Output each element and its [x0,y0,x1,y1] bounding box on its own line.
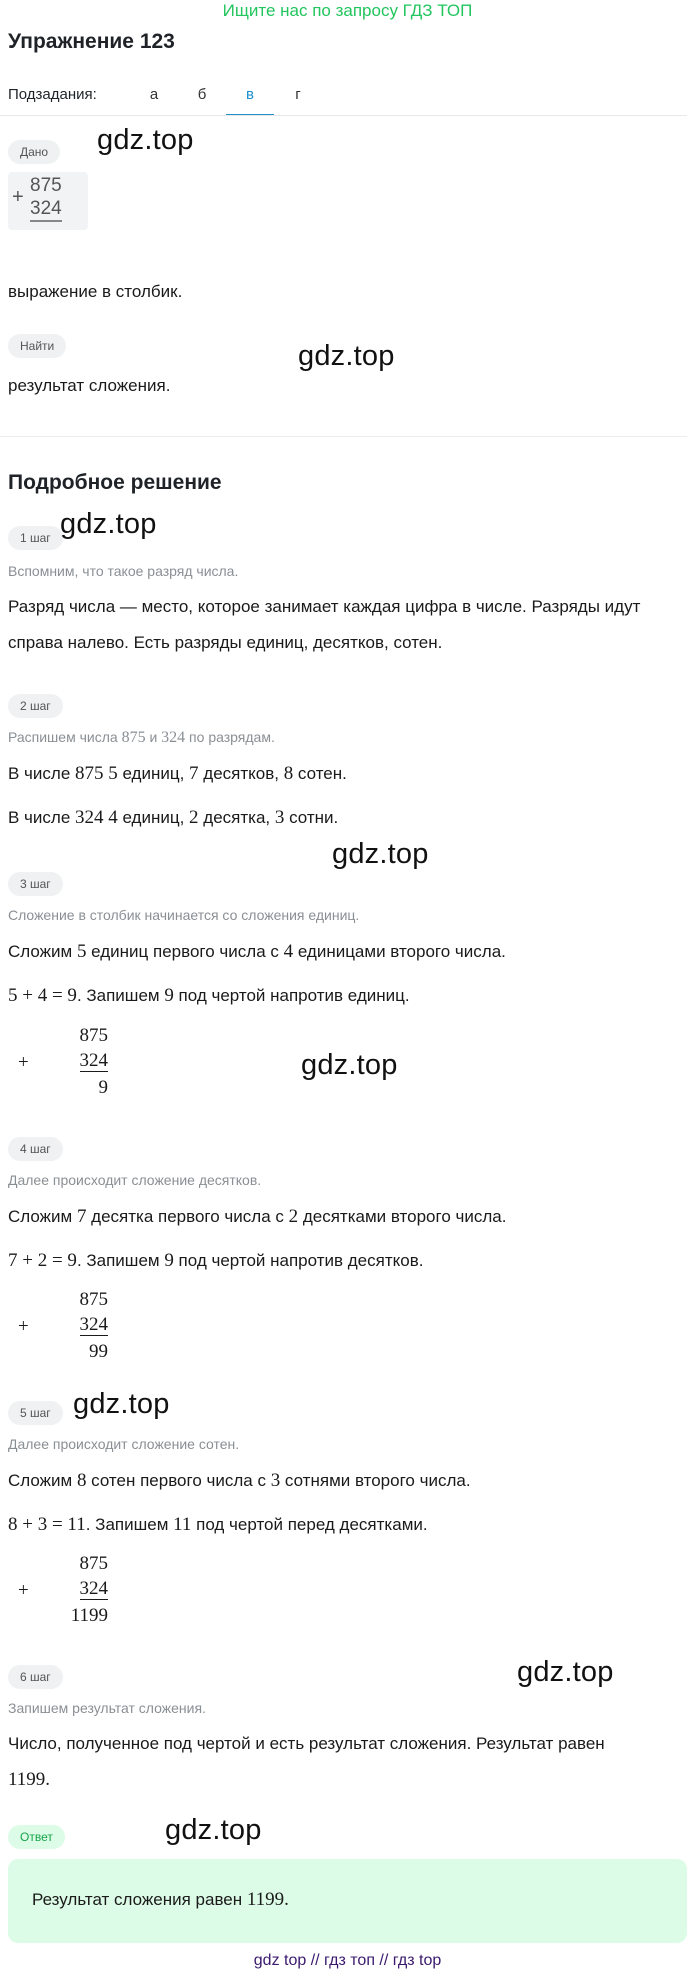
step-2-hint: Распишем числа 875 и 324 по разрядам. [8,729,275,746]
footer-links: gdz top // гдз топ // гдз top [253,1952,442,1969]
given-chip: Дано [8,140,60,164]
watermark: gdz.top [332,838,429,870]
step-6-line-1: Число, полученное под чертой и есть результат сложения. Результат равен [8,1734,605,1753]
solution-title: Подробное решение [8,471,222,494]
tab-v[interactable]: в [226,76,274,116]
step-3-sentence: Сложим 5 единиц первого числа с 4 единицами второго числа. [8,941,506,962]
step-4-sentence: Сложим 7 десятка первого числа с 2 десятками второго числа. [8,1206,507,1227]
watermark: gdz.top [60,508,157,540]
step-4-hint: Далее происходит сложение десятков. [8,1172,262,1188]
answer-chip: Ответ [8,1825,65,1849]
watermark: gdz.top [301,1049,398,1081]
step-5-hint: Далее происходит сложение сотен. [8,1436,240,1452]
watermark: gdz.top [73,1388,170,1420]
step-1-chip: 1 шаг [8,526,63,550]
subtask-tabs [130,76,322,116]
step-2-line-1: В числе 875 5 единиц, 7 десятков, 8 сотен. [8,763,347,784]
page-title: Упражнение 123 [8,30,175,53]
watermark: gdz.top [165,1814,262,1846]
watermark: gdz.top [97,124,194,156]
tabs-divider [0,115,687,116]
watermark: gdz.top [517,1656,614,1688]
tab-g[interactable]: г [295,86,301,103]
tab-b[interactable]: б [197,86,207,103]
step-3-hint: Сложение в столбик начинается со сложения единиц. [8,907,360,923]
step-3-equation: 5 + 4 = 9. Запишем 9 под чертой напротив единиц. [8,985,410,1006]
answer-text: Результат сложения равен 1199. [32,1889,289,1910]
step-6-hint: Запишем результат сложения. [8,1700,206,1716]
given-top-number: 875 [30,175,62,196]
step-6-chip: 6 шаг [8,1665,63,1689]
given-bottom-number: 324 [30,198,62,222]
step-5-column: + 875 324 1199 [18,1553,108,1626]
step-1-line-1: Разряд числа — место, которое занимает каждая цифра в числе. Разряды идут [8,597,641,616]
find-text: результат сложения. [8,376,171,395]
answer-box [8,1859,687,1943]
step-4-equation: 7 + 2 = 9. Запишем 9 под чертой напротив десятков. [8,1250,424,1271]
step-3-column: + 875 324 9 [18,1025,108,1098]
tab-a[interactable]: а [149,86,159,103]
step-1-line-2: справа налево. Есть разряды единиц, десятков, сотен. [8,633,443,652]
step-6-line-2: 1199. [8,1769,51,1790]
step-2-line-2: В числе 324 4 единиц, 2 десятка, 3 сотни. [8,807,339,828]
subtasks-label: Подзадания: [8,86,97,103]
step-5-equation: 8 + 3 = 11. Запишем 11 под чертой перед десятками. [8,1514,428,1535]
step-4-column: + 875 324 99 [18,1289,108,1362]
given-plus-sign: + [12,186,24,208]
section-divider [0,436,687,437]
find-chip: Найти [8,334,66,358]
step-4-chip: 4 шаг [8,1137,63,1161]
step-2-chip: 2 шаг [8,694,63,718]
watermark: gdz.top [298,340,395,372]
step-3-chip: 3 шаг [8,872,63,896]
step-5-chip: 5 шаг [8,1401,63,1425]
given-expression [8,172,88,230]
step-5-sentence: Сложим 8 сотен первого числа с 3 сотнями второго числа. [8,1470,471,1491]
search-banner: Ищите нас по запросу ГДЗ ТОП [222,1,473,20]
step-1-hint: Вспомним, что такое разряд числа. [8,563,239,579]
given-text: выражение в столбик. [8,282,183,301]
